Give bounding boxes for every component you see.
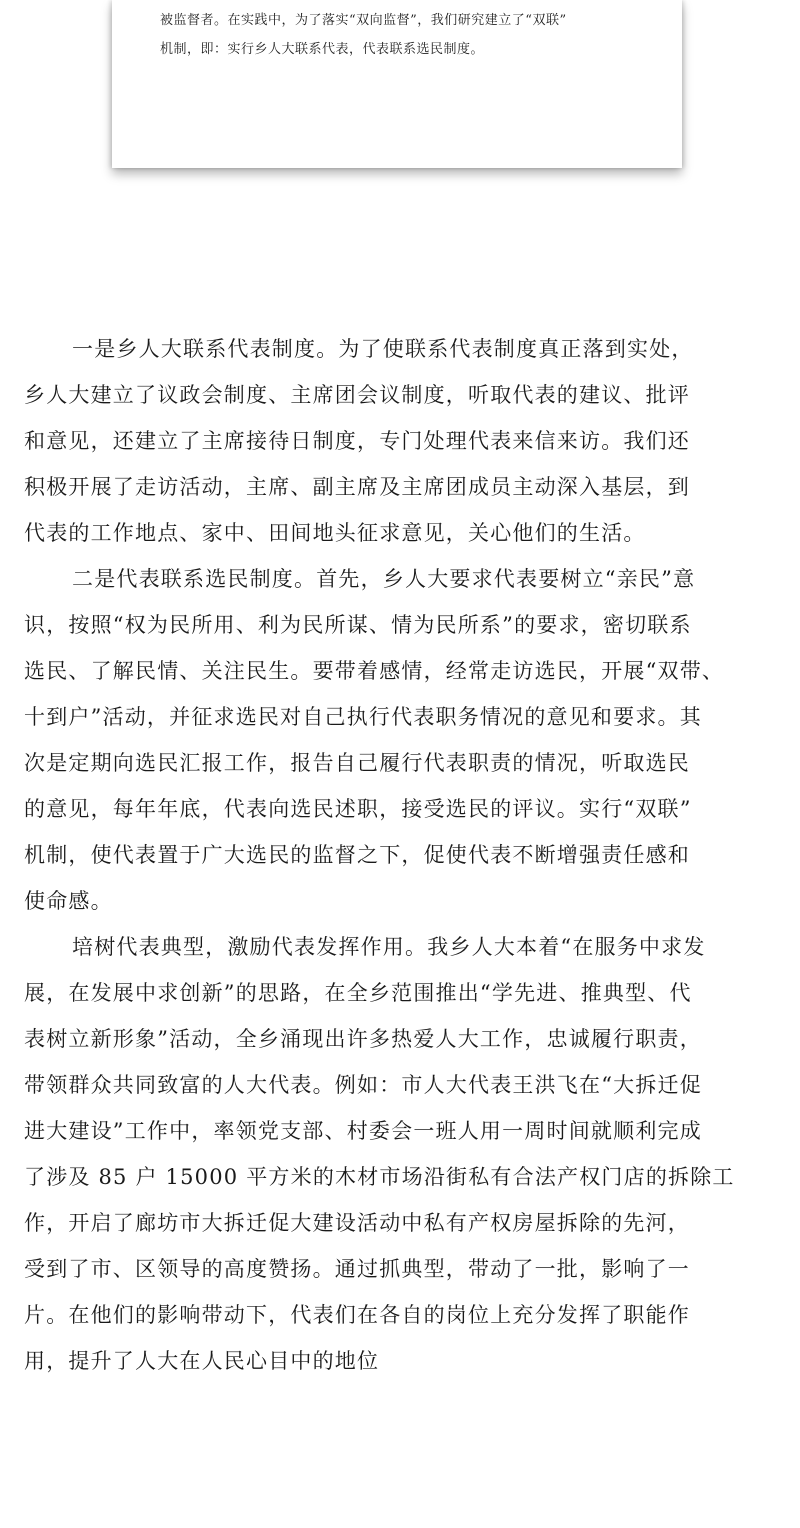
paragraph-line: 展，在发展中求创新”的思路，在全乡范围推出“学先进、推典型、代 xyxy=(24,981,692,1005)
paragraph-line: 二是代表联系选民制度。首先，乡人大要求代表要树立“亲民”意 xyxy=(72,567,696,591)
paragraph-line: 表树立新形象”活动，全乡涌现出许多热爱人大工作，忠诚履行职责， xyxy=(24,1027,702,1051)
card-text-line: 机制，即：实行乡人大联系代表，代表联系选民制度。 xyxy=(160,42,485,57)
paragraph-line: 积极开展了走访活动，主席、副主席及主席团成员主动深入基层，到 xyxy=(24,475,690,499)
paragraph-line: 一是乡人大联系代表制度。为了使联系代表制度真正落到实处， xyxy=(72,337,694,361)
paragraph-line: 代表的工作地点、家中、田间地头征求意见，关心他们的生活。 xyxy=(24,521,646,545)
paragraph-line: 机制，使代表置于广大选民的监督之下，促使代表不断增强责任感和 xyxy=(24,843,690,867)
paragraph-line: 使命感。 xyxy=(24,889,113,913)
paragraph-line: 片。在他们的影响带动下，代表们在各自的岗位上充分发挥了职能作 xyxy=(24,1303,690,1327)
paragraph-line: 乡人大建立了议政会制度、主席团会议制度，听取代表的建议、批评 xyxy=(24,383,690,407)
paragraph-line: 次是定期向选民汇报工作，报告自己履行代表职责的情况，听取选民 xyxy=(24,751,690,775)
paragraph-line: 了涉及 85 户 15000 平方米的木材市场沿街私有合法产权门店的拆除工 xyxy=(24,1165,735,1189)
card-text-line: 被监督者。在实践中，为了落实“双向监督”，我们研究建立了“双联” xyxy=(160,13,567,28)
paragraph-line: 和意见，还建立了主席接待日制度，专门处理代表来信来访。我们还 xyxy=(24,429,690,453)
document-page-card xyxy=(112,0,682,168)
paragraph-line: 受到了市、区领导的高度赞扬。通过抓典型，带动了一批，影响了一 xyxy=(24,1257,690,1281)
paragraph-line: 进大建设”工作中，率领党支部、村委会一班人用一周时间就顺利完成 xyxy=(24,1119,702,1143)
paragraph-line: 的意见，每年年底，代表向选民述职，接受选民的评议。实行“双联” xyxy=(24,797,692,821)
document-body xyxy=(24,326,784,1384)
paragraph-line: 识，按照“权为民所用、利为民所谋、情为民所系”的要求，密切联系 xyxy=(24,613,692,637)
paragraph-line: 带领群众共同致富的人大代表。例如：市人大代表王洪飞在“大拆迁促 xyxy=(24,1073,702,1097)
paragraph-line: 十到户”活动，并征求选民对自己执行代表职务情况的意见和要求。其 xyxy=(24,705,702,729)
paragraph-line: 用，提升了人大在人民心目中的地位 xyxy=(24,1349,380,1373)
paragraph-line: 作，开启了廊坊市大拆迁促大建设活动中私有产权房屋拆除的先河， xyxy=(24,1211,690,1235)
paragraph-line: 选民、了解民情、关注民生。要带着感情，经常走访选民，开展“双带、 xyxy=(24,659,725,683)
paragraph-line: 培树代表典型，激励代表发挥作用。我乡人大本着“在服务中求发 xyxy=(72,935,706,959)
